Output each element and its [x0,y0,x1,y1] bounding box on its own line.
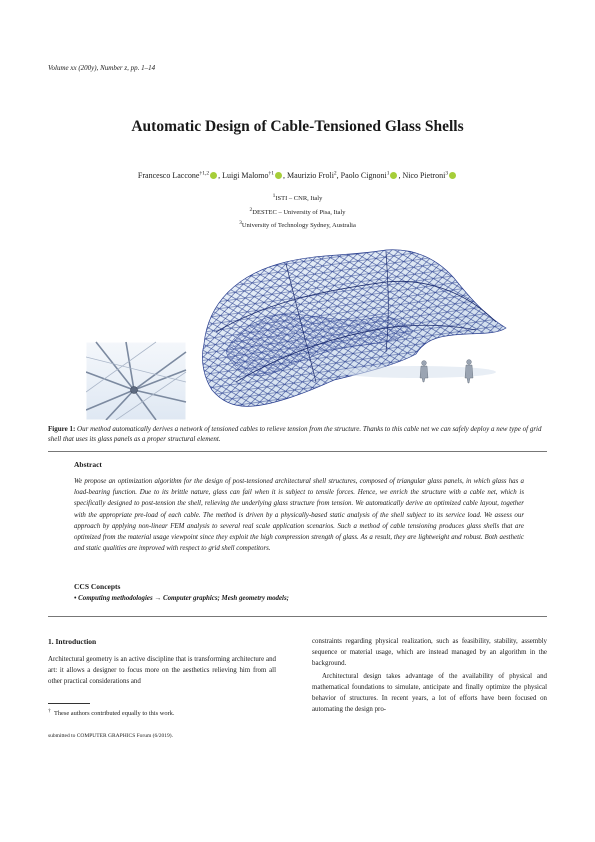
page-footer: submitted to COMPUTER GRAPHICS Forum (6/2019). [48,733,173,739]
author-name: Luigi Malomo [222,170,269,180]
affiliation-text: ISTI – CNR, Italy [275,195,323,203]
abstract-heading: Abstract [74,460,102,469]
footnote [48,708,174,717]
intro-right-column [312,637,547,719]
author-marks: 2 [333,170,337,176]
journal-volume-line: Volume xx (200y), Number z, pp. 1–14 [48,64,156,72]
author-separator: , [398,170,403,180]
author [138,171,222,180]
orcid-icon[interactable] [390,172,397,179]
author-marks: 1 [386,170,390,176]
footnote-rule [48,703,90,704]
author [222,171,287,180]
figure-label: Figure 1: [48,425,76,433]
affiliation-text: DESTEC – University of Pisa, Italy [252,208,346,216]
author [287,171,341,180]
author [402,171,457,180]
affiliation [0,218,595,232]
section-heading: 1. Introduction [48,637,97,646]
affiliation-mark: 1 [272,193,276,199]
intro-left-column: Architectural geometry is an active discipline that is transforming architecture and art: it allows a designer to focus more on the aesthetics relieving him from all other practical considerations and [48,656,276,685]
author-separator: , [218,170,223,180]
teaser-figure [86,232,514,420]
author [341,171,403,180]
orcid-icon[interactable] [275,172,282,179]
person-icon [420,361,428,382]
cable-node-inset [86,342,186,420]
paragraph: Architectural design takes advantage of the availability of physical and mathematical foundations to simulate, anticipate and finally optimize the physical behavior of structures. In recent years, a lot of efforts have been focused on automating the design pro- [312,673,547,713]
author-list [0,170,595,180]
paper-title: Automatic Design of Cable-Tensioned Glass Shells [131,118,464,135]
abstract-text: We propose an optimization algorithm for the design of post-tensioned architectural shell structures, composed of triangular glass panels, in which glass has a load-bearing function. Due to its brittle nature, glass can fail when it is subject to tensile forces. Hence, we enrich the structure with a cable net, which is specifically designed to post-tension the shell, relieving the underlying glass structure from tension. We automatically derive an optimized cable layout, together with the appropriate pre-load of each cable. The method is driven by a physically-based static analysis of the shell subject to its service load. We assess our approach by applying non-linear FEM analysis to several real scale application scenarios. Such a method of cable tensioning produces glass shells that are optimized from the material usage viewpoint since they exploit the high compression strength of glass. As a result, they are lightweight and robust. Both aesthetic and static qualities are improved with respect to grid shell competitors. [74,478,524,553]
person-icon [465,360,473,383]
paragraph: constraints regarding physical realization, such as feasibility, stability, assembly sequence or material usage, which are instead managed by an algorithm in the background. [312,638,547,667]
bullet-icon: • [74,595,77,602]
author-name: Francesco Laccone [137,170,200,180]
orcid-icon[interactable] [210,172,217,179]
glass-shell-rendering [202,250,506,407]
figure-caption-text: Our method automatically derives a network of tensioned cables to relieve tension from the structure. Thanks to this cable net we can safely deploy a new type of grid shell that uses its glass panels as a proper structural element. [48,425,542,443]
author-marks: †1,2 [199,170,210,176]
divider [48,616,547,617]
footnote-mark: † [48,708,51,714]
ccs-heading: CCS Concepts [74,582,121,591]
figure-caption [48,424,548,444]
author-name: Nico Pietroni [402,170,446,180]
arrow-right-icon: → [154,595,162,602]
affiliation [0,191,595,205]
author-marks: †1 [268,170,275,176]
affiliation-mark: 3 [239,220,242,227]
author-marks: 3 [445,170,449,176]
affiliation-list [0,191,595,232]
affiliation-mark: 2 [249,206,253,213]
affiliation-text: University of Technology Sydney, Australia [241,222,356,230]
ccs-category: Computing methodologies [78,595,153,602]
affiliation [0,205,595,219]
author-name: Paolo Cignoni [340,170,387,180]
ccs-subcategory: Computer graphics; Mesh geometry models; [162,595,289,602]
author-separator: , [283,170,288,180]
author-name: Maurizio Froli [287,170,334,180]
author-separator: , [336,170,341,180]
divider [48,451,547,452]
ccs-concepts [74,595,289,602]
footnote-text: These authors contributed equally to this work. [53,710,175,718]
orcid-icon[interactable] [449,172,456,179]
